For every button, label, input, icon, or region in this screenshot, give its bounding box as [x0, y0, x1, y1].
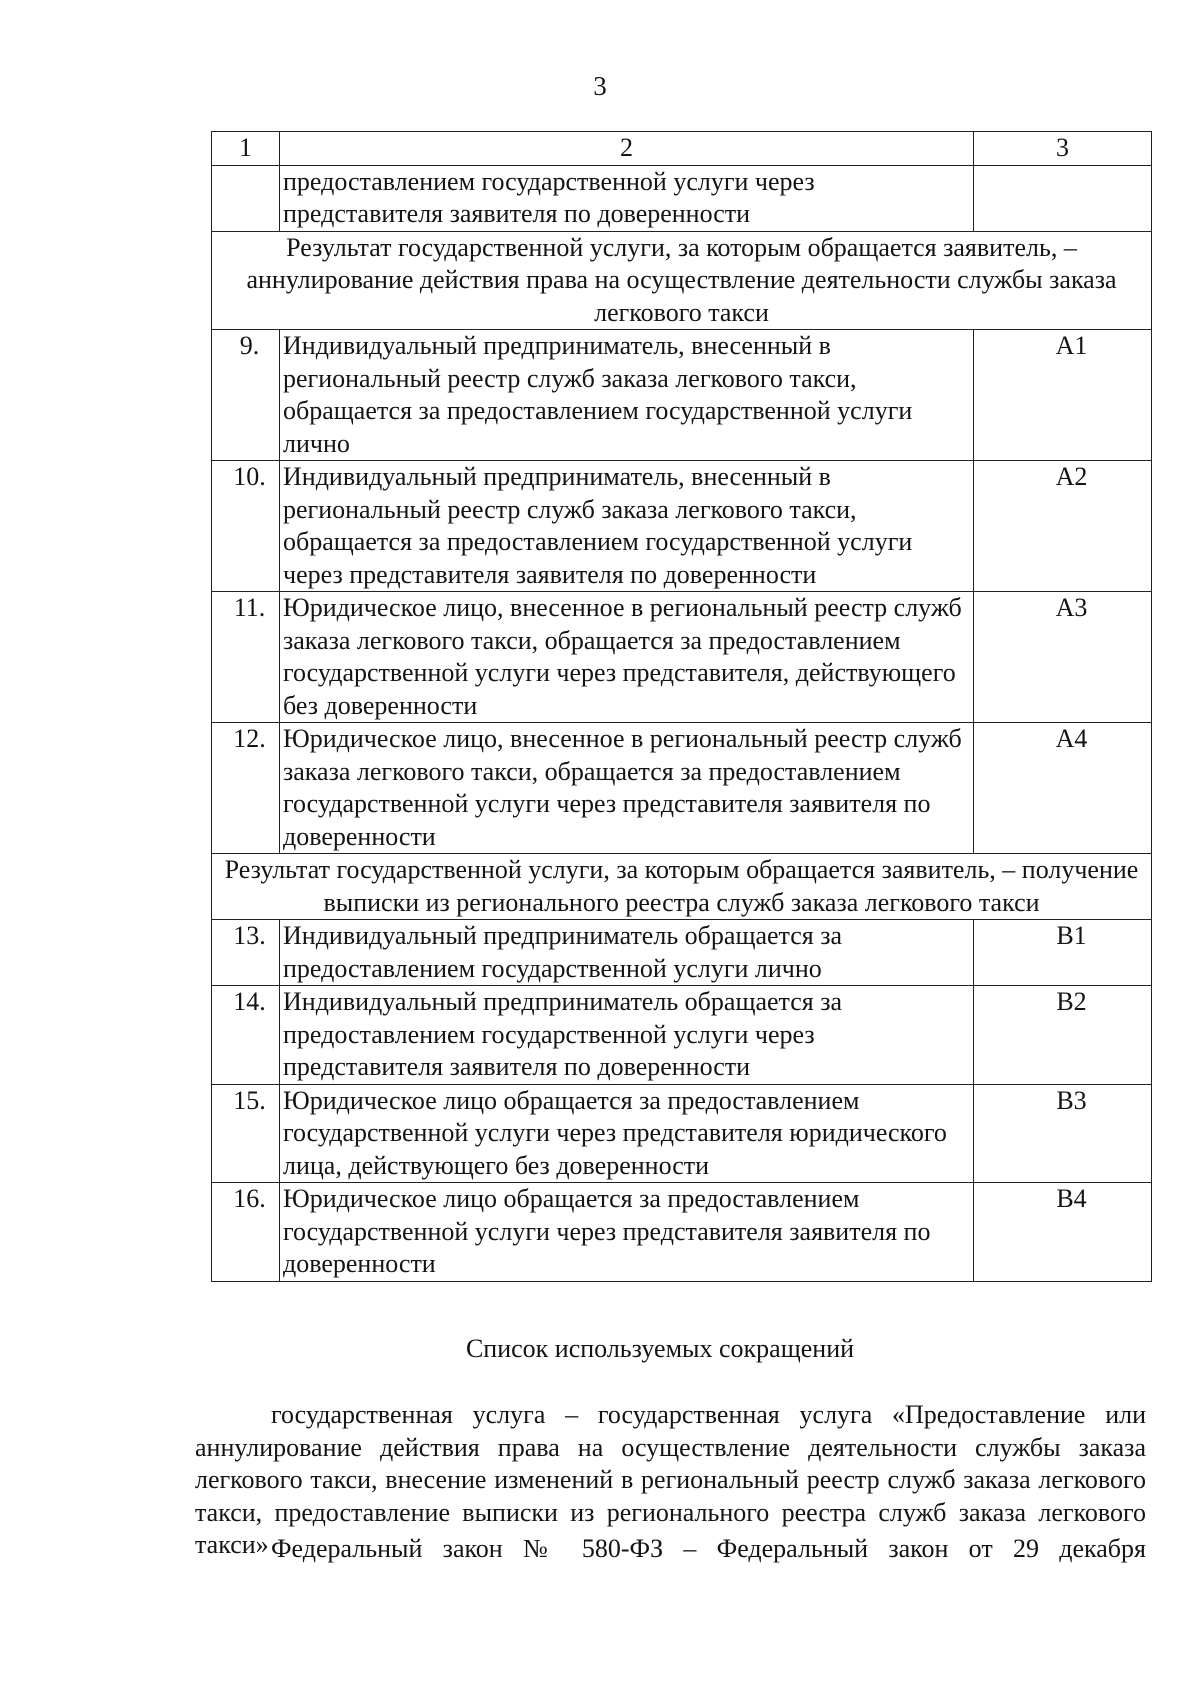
- row-description: Юридическое лицо обращается за предоставлением государственной услуги через представителя заявителя по доверенности: [280, 1183, 974, 1282]
- row-number: 16.: [212, 1183, 280, 1282]
- row-description: Юридическое лицо, внесенное в региональный реестр служб заказа легкового такси, обращается за предоставлением государственной услуги через представителя, действующего без доверенности: [280, 592, 974, 723]
- table-row: [212, 592, 1152, 723]
- table-row: [212, 1084, 1152, 1183]
- row-description: Индивидуальный предприниматель, внесенный в региональный реестр служб заказа легкового такси, обращается за предоставлением государственной услуги лично: [280, 330, 974, 461]
- row-number: 15.: [212, 1084, 280, 1183]
- section-row: [212, 854, 1152, 920]
- page-number: 3: [593, 71, 607, 101]
- row-code: В4: [974, 1183, 1152, 1282]
- row-code: А1: [974, 330, 1152, 461]
- table-row: [212, 330, 1152, 461]
- table-row: [212, 723, 1152, 854]
- row-code: А2: [974, 461, 1152, 592]
- row-number: 11.: [212, 592, 280, 723]
- abbreviation-paragraph: Федеральный закон № 580-ФЗ – Федеральный закон от 29 декабря: [271, 1534, 1146, 1563]
- table-row: [212, 920, 1152, 986]
- table-header-row: [212, 132, 1152, 166]
- table-row: [212, 986, 1152, 1085]
- row-number: 10.: [212, 461, 280, 592]
- row-number: 14.: [212, 986, 280, 1085]
- row-code: В3: [974, 1084, 1152, 1183]
- row-code: [974, 165, 1152, 231]
- row-description: Юридическое лицо, внесенное в региональный реестр служб заказа легкового такси, обращается за предоставлением государственной услуги через представителя заявителя по доверенности: [280, 723, 974, 854]
- table-row: [212, 461, 1152, 592]
- abbreviation-paragraph: государственная услуга – государственная услуга «Предоставление или аннулирование действия права на осуществление деятельности службы заказа легкового такси, внесение изменений в региональный реестр служб заказа легкового такси, предоставление выписки из регионального реестра служб заказа легкового такси»: [195, 1400, 1146, 1559]
- row-description: Индивидуальный предприниматель, внесенный в региональный реестр служб заказа легкового такси, обращается за предоставлением государственной услуги через представителя заявителя по доверенности: [280, 461, 974, 592]
- row-code: В2: [974, 986, 1152, 1085]
- row-number: 9.: [212, 330, 280, 461]
- section-heading-annulment: Результат государственной услуги, за которым обращается заявитель, – аннулирование действия права на осуществление деятельности службы заказа легкового такси: [212, 231, 1152, 330]
- column-header: 2: [280, 132, 974, 166]
- row-description: Индивидуальный предприниматель обращается за предоставлением государственной услуги лично: [280, 920, 974, 986]
- row-number: 13.: [212, 920, 280, 986]
- row-description: Индивидуальный предприниматель обращается за предоставлением государственной услуги через представителя заявителя по доверенности: [280, 986, 974, 1085]
- row-code: В1: [974, 920, 1152, 986]
- row-code: А3: [974, 592, 1152, 723]
- row-description: предоставлением государственной услуги через представителя заявителя по доверенности: [280, 165, 974, 231]
- row-number: [212, 165, 280, 231]
- abbreviations-heading: Список используемых сокращений: [465, 1334, 855, 1363]
- section-row: [212, 231, 1152, 330]
- row-number: 12.: [212, 723, 280, 854]
- table-row-continuation: [212, 165, 1152, 231]
- table-row: [212, 1183, 1152, 1282]
- row-code: А4: [974, 723, 1152, 854]
- section-heading-extract: Результат государственной услуги, за которым обращается заявитель, – получение выписки из регионального реестра служб заказа легкового такси: [212, 854, 1152, 920]
- column-header: 1: [212, 132, 280, 166]
- services-table: [211, 131, 1152, 1282]
- row-description: Юридическое лицо обращается за предоставлением государственной услуги через представителя юридического лица, действующего без доверенности: [280, 1084, 974, 1183]
- column-header: 3: [974, 132, 1152, 166]
